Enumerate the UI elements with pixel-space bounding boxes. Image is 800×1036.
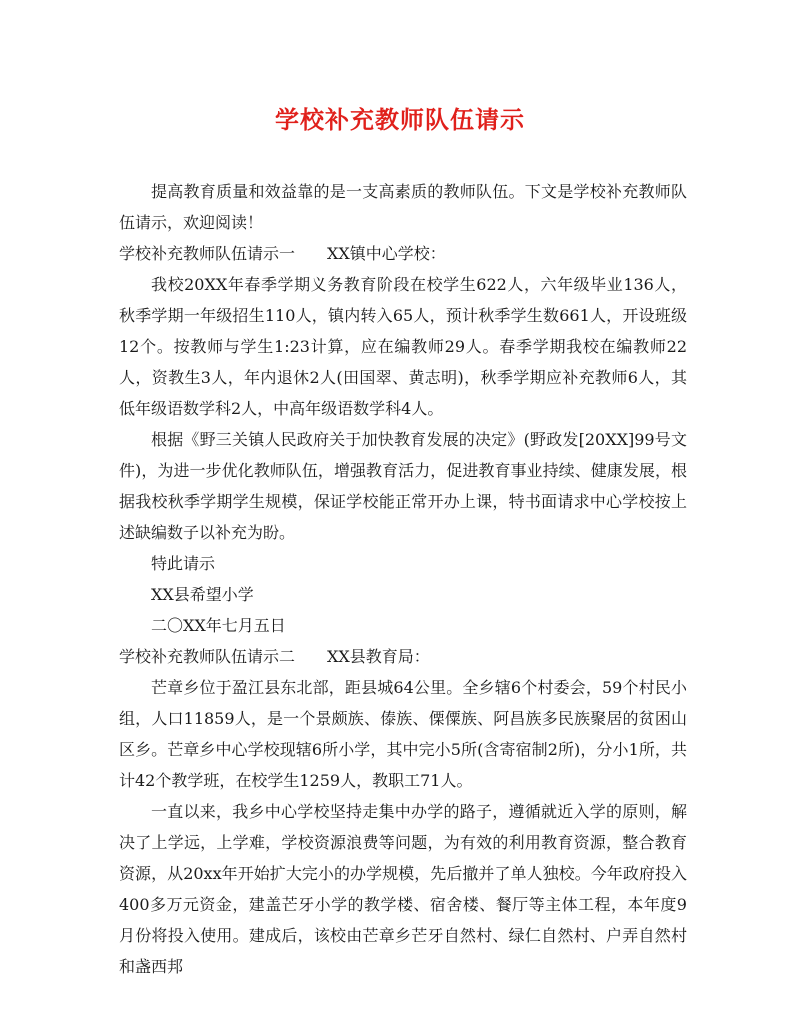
section2-paragraph-2: 一直以来，我乡中心学校坚持走集中办学的路子，遵循就近入学的原则，解决了上学远，上学难，学校资源浪费等问题，为有效的利用教育资源，整合教育资源，从20xx年开始扩大完小的办学规模，先后撤并了单人独校。今年政府投入400多万元资金，建盖芒牙小学的教学楼、宿舍楼、餐厅等主体工程，本年度9月份将投入使用。建成后，该校由芒章乡芒牙自然村、绿仁自然村、户弄自然村和盏西邦 [119, 802, 687, 976]
section1-signature: XX县希望小学 [151, 585, 254, 604]
section2-heading: 学校补充教师队伍请示二 [119, 647, 296, 666]
document-title: 学校补充教师队伍请示 [275, 105, 525, 134]
section1-addressee: XX镇中心学校： [327, 244, 446, 263]
section1-paragraph-2: 根据《野三关镇人民政府关于加快教育发展的决定》(野政发[20XX]99号文件)，为进一步优化教师队伍，增强教育活力，促进教育事业持续、健康发展，根据我校秋季学期学生规模，保证学校能正常开办上课，特书面请求中心学校按上述缺编数子以补充为盼。 [119, 430, 687, 542]
section2-addressee: XX县教育局： [327, 647, 430, 666]
document-body [119, 176, 687, 982]
section1-paragraph-1: 我校20XX年春季学期义务教育阶段在校学生622人，六年级毕业136人，秋季学期一年级招生110人，镇内转入65人，预计秋季学生数661人，开设班级12个。按教师与学生1:23计算，应在编教师29人。春季学期我校在编教师22人，资教生3人，年内退休2人(田国翠、黄志明)，秋季学期应补充教师6人，其低年级语数学科2人，中高年级语数学科4人。 [119, 275, 687, 418]
section1-closing: 特此请示 [151, 554, 216, 573]
section1-date: 二〇XX年七月五日 [151, 616, 286, 635]
section1-heading-line [119, 238, 687, 269]
section2-paragraph-1: 芒章乡位于盈江县东北部，距县城64公里。全乡辖6个村委会，59个村民小组，人口11859人，是一个景颇族、傣族、傈僳族、阿昌族多民族聚居的贫困山区乡。芒章乡中心学校现辖6所小学，其中完小5所(含寄宿制2所)，分小1所，共计42个教学班，在校学生1259人，教职工71人。 [119, 678, 687, 790]
section2-heading-line [119, 641, 687, 672]
intro-paragraph: 提高教育质量和效益靠的是一支高素质的教师队伍。下文是学校补充教师队伍请示，欢迎阅读！ [119, 182, 687, 232]
section1-heading: 学校补充教师队伍请示一 [119, 244, 296, 263]
